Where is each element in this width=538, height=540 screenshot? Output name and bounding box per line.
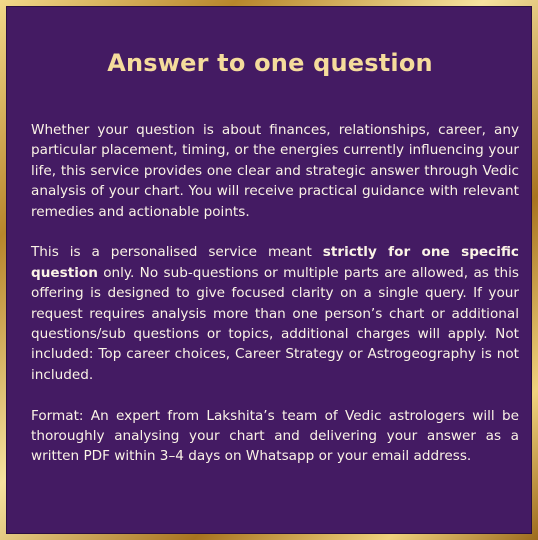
description-body	[31, 120, 519, 487]
paragraph-2-intro: This is a personalised service meant	[31, 244, 323, 261]
description-paragraph-1: Whether your question is about finances, relationships, career, any particular placement, timing, or the energies currently influencing your life, this service provides one clear and strategic answer through Vedic analysis of your chart. You will receive practical guidance with relevant remedies and actionable points.	[31, 122, 519, 220]
description-paragraph-3: Format: An expert from Lakshita’s team of Vedic astrologers will be thoroughly analysing your chart and delivering your answer as a written PDF within 3–4 days on Whatsapp or your email address.	[31, 407, 519, 465]
page-title: Answer to one question	[107, 49, 433, 77]
description-paragraph-2	[31, 242, 519, 385]
paragraph-2-emphasis: strictly for one specific question	[31, 244, 519, 281]
content-panel	[6, 6, 532, 534]
paragraph-2-rest: only. No sub-questions or multiple parts are allowed, as this offering is designed to give focused clarity on a single query. If your request requires analysis more than one person’s chart or additional questions/sub questions or topics, additional charges will apply. Not included: Top career choices, Career Strategy or Astrogeography is not included.	[31, 264, 519, 383]
